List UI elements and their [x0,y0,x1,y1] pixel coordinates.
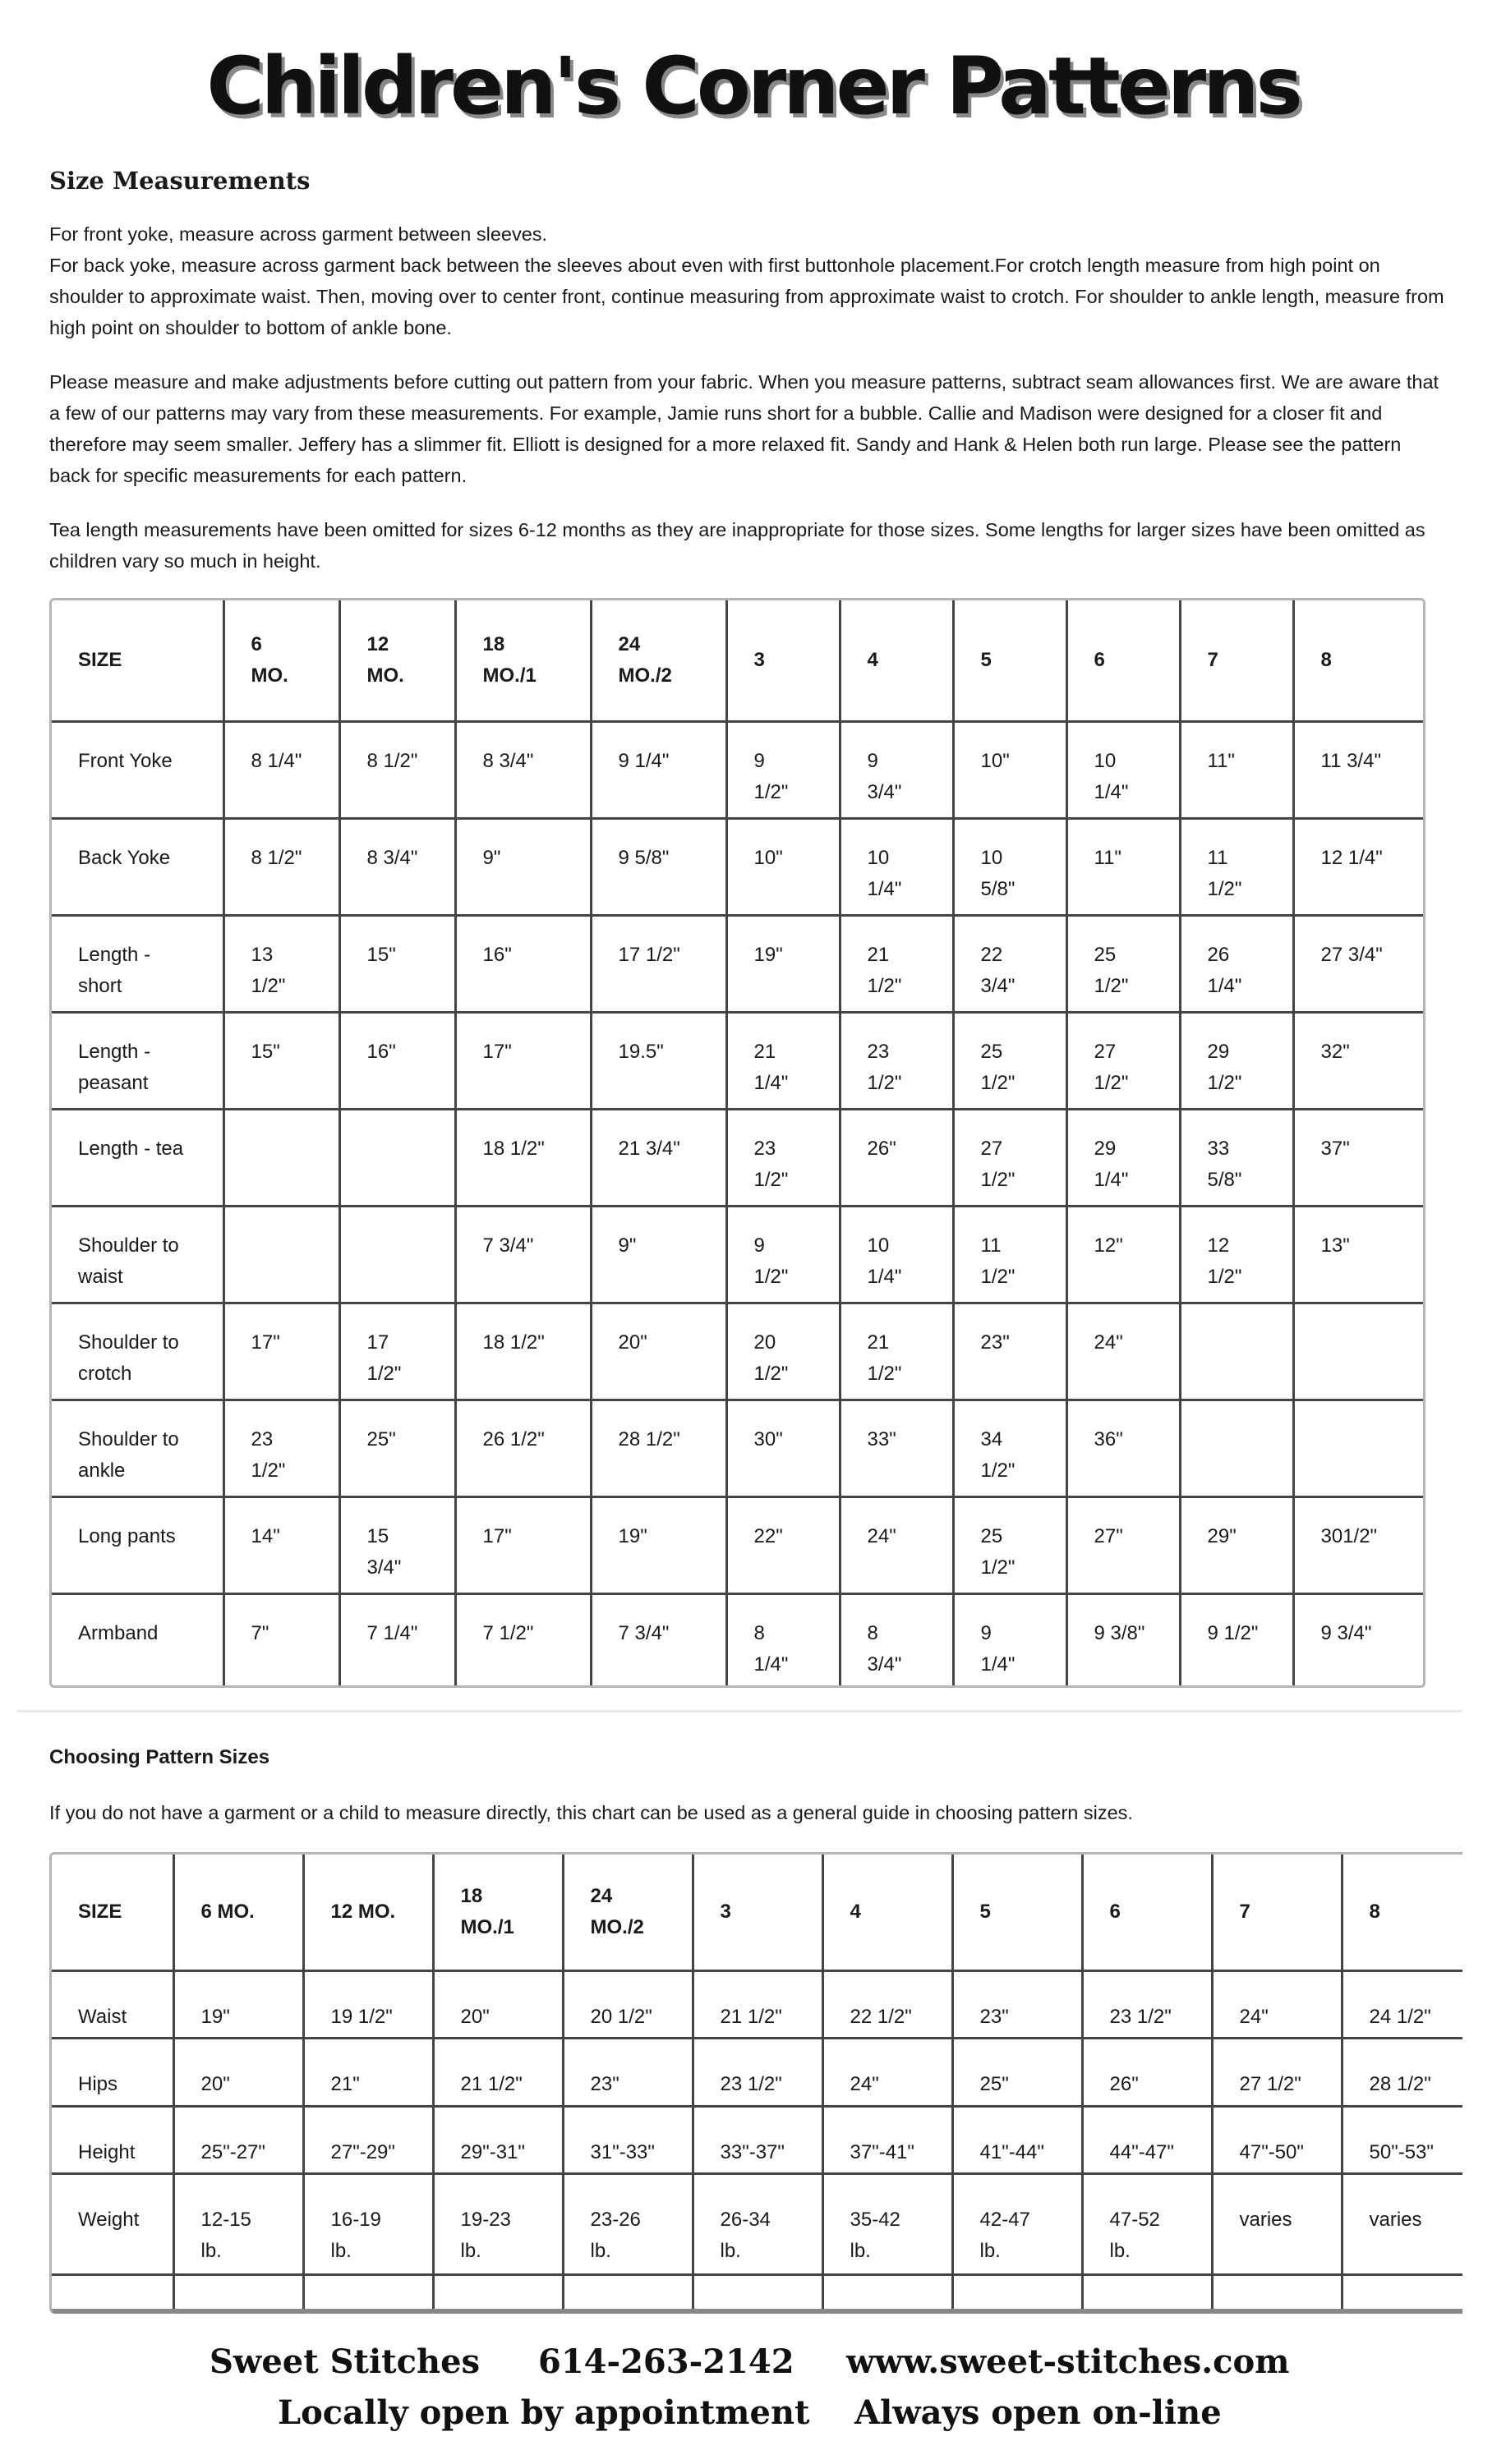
table-header-cell: 4 [822,1855,952,1971]
table-cell: 35-42 lb. [822,2173,952,2274]
table-header-cell: 24 MO./2 [591,600,726,721]
table-header-cell: 24 MO./2 [563,1855,693,1971]
table-header-cell: 5 [952,1855,1082,1971]
footer-phone: 614-263-2142 [538,2342,794,2381]
table-cell: 20" [591,1303,726,1400]
row-label-cell: Back Yoke [52,818,223,915]
tea-length-note: Tea length measurements have been omitted for sizes 6-12 months as they are inappropriate for those sizes. Some lengths for larger sizes have been omitted as children vary so much in height. [49,519,1425,572]
table-header-cell: 18 MO./1 [433,1855,563,1971]
table-cell [223,1206,339,1303]
table-cell: 41"-44" [952,2106,1082,2173]
table-cell: 10 5/8" [953,818,1066,915]
table-cell: 27" [1066,1496,1180,1593]
table-cell: 21 1/2" [433,2039,563,2106]
table-cell: 20" [173,2039,303,2106]
table-cell: 11 1/2" [1180,818,1293,915]
table-header-cell: 7 [1180,600,1293,721]
table-cell [303,2275,433,2312]
table-header-cell: 8 [1293,600,1423,721]
table-cell: 8 3/4" [455,721,591,818]
table-cell [1082,2275,1212,2312]
row-label-cell: Length - short [52,915,223,1012]
table-row [52,1012,1423,1109]
table-row [52,1303,1423,1400]
table-header-cell: SIZE [52,600,223,721]
table-cell: 21 1/4" [726,1012,840,1109]
table-cell: 15" [339,915,455,1012]
table-cell: 25" [952,2039,1082,2106]
section-title-choosing-sizes: Choosing Pattern Sizes [49,1746,270,1768]
table-cell: 34 1/2" [953,1400,1066,1496]
table-cell: 301/2" [1293,1496,1423,1593]
table-cell: 30" [726,1400,840,1496]
table-header-cell: 4 [840,600,953,721]
table-cell: 9 1/4" [953,1593,1066,1688]
table-cell: 23 1/2" [1082,1971,1212,2039]
section-title-size-measurements: Size Measurements [49,167,311,195]
table-row [52,721,1423,818]
table-cell: 25" [339,1400,455,1496]
table-cell: 12 1/4" [1293,818,1423,915]
table-cell: 24" [840,1496,953,1593]
table-cell: 9 3/4" [840,721,953,818]
table-cell: 19" [726,915,840,1012]
table-cell: 47-52 lb. [1082,2173,1212,2274]
table-header-cell: 18 MO./1 [455,600,591,721]
table-cell: 9" [591,1206,726,1303]
table-cell: 12 1/2" [1180,1206,1293,1303]
row-label-cell: Armband [52,1593,223,1688]
table-cell: 25 1/2" [953,1496,1066,1593]
table-cell [1293,1303,1423,1400]
table-cell [1293,1400,1423,1496]
table-cell [822,2275,952,2312]
table-cell: 25 1/2" [953,1012,1066,1109]
table-cell: 20 1/2" [563,1971,693,2039]
table-cell: 26-34 lb. [693,2173,822,2274]
table-header-cell: 8 [1342,1855,1462,1971]
table-cell: 8 1/4" [223,721,339,818]
table-cell: 25"-27" [173,2106,303,2173]
table-cell: 31"-33" [563,2106,693,2173]
table-cell: 23-26 lb. [563,2173,693,2274]
table-cell: 10 1/4" [840,818,953,915]
brand-logo: Children's Corner Patterns [206,40,1300,132]
table-cell: 47"-50" [1212,2106,1342,2173]
footer-shop-name: Sweet Stitches [210,2342,481,2381]
table-cell: 9" [455,818,591,915]
table-cell: 18 1/2" [455,1303,591,1400]
footer-local-hours: Locally open by appointment [278,2393,810,2432]
row-label-cell: Shoulder to crotch [52,1303,223,1400]
row-label-cell: Height [52,2106,173,2173]
table-cell: 24" [1212,1971,1342,2039]
table-cell: 33 5/8" [1180,1109,1293,1206]
table-cell: 25 1/2" [1066,915,1180,1012]
table-cell: 44"-47" [1082,2106,1212,2173]
table-cell: 14" [223,1496,339,1593]
table-cell: 24 1/2" [1342,1971,1462,2039]
table-cell: 8 3/4" [339,818,455,915]
table-cell: 21 3/4" [591,1109,726,1206]
footer-online-hours: Always open on-line [854,2393,1222,2432]
table-cell: 27 1/2" [953,1109,1066,1206]
table-cell: 29"-31" [433,2106,563,2173]
table-cell: 10 1/4" [1066,721,1180,818]
section-divider [16,1710,1462,1712]
table-cell [433,2275,563,2312]
table-cell: 42-47 lb. [952,2173,1082,2274]
table-cell: 20 1/2" [726,1303,840,1400]
table-cell: 10" [953,721,1066,818]
table-cell: 37"-41" [822,2106,952,2173]
table-cell: 23" [953,1303,1066,1400]
table-cell: 19 1/2" [303,1971,433,2039]
table-cell: 12-15 lb. [173,2173,303,2274]
table-header-cell: 7 [1212,1855,1342,1971]
table-cell: 27 1/2" [1212,2039,1342,2106]
table-cell: 7 1/4" [339,1593,455,1688]
table-cell: 9 5/8" [591,818,726,915]
table-cell: 19" [591,1496,726,1593]
table-row [52,2106,1462,2173]
table-cell: varies [1212,2173,1342,2274]
table-header-cell: 12 MO. [339,600,455,721]
table-cell: 27"-29" [303,2106,433,2173]
table-cell: 13" [1293,1206,1423,1303]
table-cell: 8 1/2" [223,818,339,915]
table-row [52,1206,1423,1303]
table-cell: 37" [1293,1109,1423,1206]
table-header-cell: 12 MO. [303,1855,433,1971]
table-cell: 22 3/4" [953,915,1066,1012]
table-header-cell: 6 [1082,1855,1212,1971]
table-cell: 24" [1066,1303,1180,1400]
table-cell: 13 1/2" [223,915,339,1012]
table-row [52,2039,1462,2106]
table-cell: 20" [433,1971,563,2039]
row-label-cell: Length - peasant [52,1012,223,1109]
table-cell: 17" [455,1012,591,1109]
measurement-instructions: For front yoke, measure across garment between sleeves. For back yoke, measure across garment back between the sleeves about even with first buttonhole placement.For crotch length measure from high point on shoulder to approximate waist. Then, moving over to center front, continue measuring from approximate waist to crotch. For shoulder to ankle length, measure from high point on shoulder to bottom of ankle bone. [49,223,1444,338]
table-cell: 10 1/4" [840,1206,953,1303]
table-cell: 12" [1066,1206,1180,1303]
table-cell: 29" [1180,1496,1293,1593]
table-cell: 9 3/8" [1066,1593,1180,1688]
table-header-cell: SIZE [52,1855,173,1971]
table-header-cell: 6 MO. [173,1855,303,1971]
table-cell: 7" [223,1593,339,1688]
table-header-cell: 3 [693,1855,822,1971]
row-label-cell: Length - tea [52,1109,223,1206]
table-cell [1180,1400,1293,1496]
table-cell: 22" [726,1496,840,1593]
table-cell: 11 3/4" [1293,721,1423,818]
table-cell: 50"-53" [1342,2106,1462,2173]
table-cell [1212,2275,1342,2312]
table-cell: 19-23 lb. [433,2173,563,2274]
table-cell: 23" [952,1971,1082,2039]
adjustment-notes: Please measure and make adjustments before cutting out pattern from your fabric. When you measure patterns, subtract seam allowances first. We are aware that a few of our patterns may vary from these measurements. For example, Jamie runs short for a bubble. Callie and Madison were designed for a closer fit and therefore may seem smaller. Jeffery has a slimmer fit. Elliott is designed for a more relaxed fit. Sandy and Hank & Helen both run large. Please see the pattern back for specific measurements for each pattern. [49,371,1439,486]
table-row [52,915,1423,1012]
footer-website: www.sweet-stitches.com [846,2342,1290,2381]
table-cell [52,2275,173,2312]
table-cell: 36" [1066,1400,1180,1496]
table-row [52,1109,1423,1206]
table-cell: 11" [1066,818,1180,915]
table-cell: 8 1/4" [726,1593,840,1688]
table-cell: 24" [822,2039,952,2106]
table-cell: 16" [339,1012,455,1109]
table-cell: 22 1/2" [822,1971,952,2039]
table-cell: 17" [455,1496,591,1593]
row-label-cell: Long pants [52,1496,223,1593]
row-label-cell: Shoulder to ankle [52,1400,223,1496]
table-cell: 23 1/2" [223,1400,339,1496]
table-cell: 17" [223,1303,339,1400]
table-cell: 19" [173,1971,303,2039]
table-cell: 26 1/2" [455,1400,591,1496]
table-cell: 17 1/2" [339,1303,455,1400]
table-cell: 16" [455,915,591,1012]
table-header-cell: 6 [1066,600,1180,721]
row-label-cell: Hips [52,2039,173,2106]
row-label-cell: Weight [52,2173,173,2274]
table-cell: 18 1/2" [455,1109,591,1206]
size-measurements-table [49,598,1425,1688]
table-cell: varies [1342,2173,1462,2274]
table-cell: 16-19 lb. [303,2173,433,2274]
table-cell [693,2275,822,2312]
table-cell: 11" [1180,721,1293,818]
table-cell: 23" [563,2039,693,2106]
table-cell [173,2275,303,2312]
table-cell [1342,2275,1462,2312]
table-cell: 11 1/2" [953,1206,1066,1303]
table-cell: 28 1/2" [1342,2039,1462,2106]
table-cell: 19.5" [591,1012,726,1109]
table-cell: 8 3/4" [840,1593,953,1688]
table-cell: 33" [840,1400,953,1496]
table-cell: 7 3/4" [591,1593,726,1688]
table-header-row [52,600,1423,721]
table-row [52,1593,1423,1688]
table-cell [223,1109,339,1206]
table-cell: 7 1/2" [455,1593,591,1688]
row-label-cell: Front Yoke [52,721,223,818]
table-row [52,1971,1462,2039]
table-cell: 27 1/2" [1066,1012,1180,1109]
table-cell: 21" [303,2039,433,2106]
table-cell: 10" [726,818,840,915]
table-cell [339,1206,455,1303]
table-row [52,1496,1423,1593]
table-cell: 32" [1293,1012,1423,1109]
table-cell: 29 1/2" [1180,1012,1293,1109]
table-cell: 23 1/2" [726,1109,840,1206]
table-header-cell: 3 [726,600,840,721]
table-row [52,818,1423,915]
table-cell: 8 1/2" [339,721,455,818]
table-cell: 9 1/2" [726,1206,840,1303]
table-cell: 15" [223,1012,339,1109]
table-cell [952,2275,1082,2312]
choosing-sizes-note: If you do not have a garment or a child to measure directly, this chart can be used as a general guide in choosing pattern sizes. [49,1802,1133,1823]
table-cell: 27 3/4" [1293,915,1423,1012]
table-cell: 28 1/2" [591,1400,726,1496]
table-cell: 23 1/2" [840,1012,953,1109]
table-cell: 26" [1082,2039,1212,2106]
table-cell: 26" [840,1109,953,1206]
table-cell: 15 3/4" [339,1496,455,1593]
row-label-cell: Shoulder to waist [52,1206,223,1303]
table-empty-row [52,2275,1462,2312]
row-label-cell: Waist [52,1971,173,2039]
table-cell: 23 1/2" [693,2039,822,2106]
choosing-sizes-table [49,1852,1462,2314]
table-header-cell: 6 MO. [223,600,339,721]
table-cell [563,2275,693,2312]
table-cell: 29 1/4" [1066,1109,1180,1206]
table-cell [339,1109,455,1206]
table-cell: 17 1/2" [591,915,726,1012]
table-cell: 21 1/2" [840,1303,953,1400]
table-row [52,1400,1423,1496]
table-cell: 21 1/2" [840,915,953,1012]
table-header-row [52,1855,1462,1971]
table-cell: 9 1/4" [591,721,726,818]
table-cell: 9 1/2" [726,721,840,818]
table-cell: 9 3/4" [1293,1593,1423,1688]
table-cell: 26 1/4" [1180,915,1293,1012]
table-row [52,2173,1462,2274]
table-cell [1180,1303,1293,1400]
table-cell: 7 3/4" [455,1206,591,1303]
table-cell: 33"-37" [693,2106,822,2173]
table-cell: 21 1/2" [693,1971,822,2039]
table-header-cell: 5 [953,600,1066,721]
table-cell: 9 1/2" [1180,1593,1293,1688]
